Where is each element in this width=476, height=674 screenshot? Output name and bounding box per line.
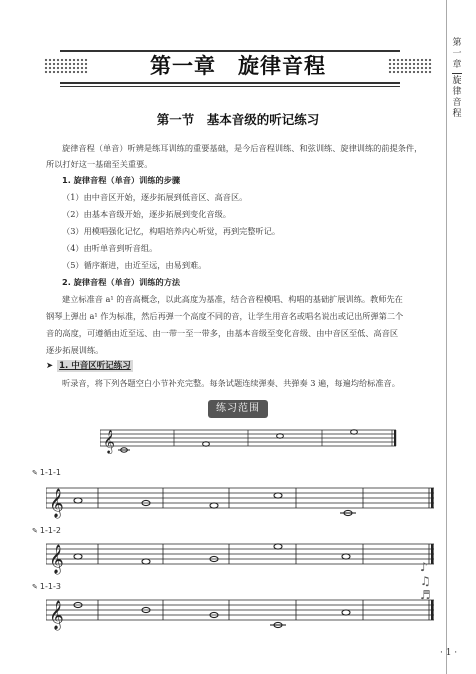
range-staff <box>100 424 400 458</box>
exercise-label-2: ✎ 1-1-2 <box>32 526 61 535</box>
chapter-rule-bottom <box>60 82 400 84</box>
intro-line-2: 所以打好这一基础至关重要。 <box>46 159 153 169</box>
music-notes-decoration: ♪ ♫ ♬ <box>420 560 431 602</box>
pencil-icon: ✎ <box>32 583 38 591</box>
treble-clef-icon: 𝄞 <box>49 544 64 573</box>
arrow-right-icon: ➤ <box>46 361 54 371</box>
page-number: · 1 · <box>440 648 458 658</box>
step-item-4: （4）由听单音到听音组。 <box>62 243 158 253</box>
methods-line-4: 逐步拓展训练。 <box>46 345 104 355</box>
side-chapter-tab: 第 一 章 旋 律 音 程 <box>452 38 462 119</box>
exercise-subhead-text: 1. 中音区听记练习 <box>59 361 131 371</box>
exercise-instruction: 听录音，将下列各题空白小节补充完整。每条试题连续弹奏、共弹奏 3 遍，每遍均给标准音。 <box>62 378 400 388</box>
exercise-staff-1 <box>46 480 436 520</box>
exercise-label-1: ✎ 1-1-1 <box>32 468 61 477</box>
section-title: 第一节 基本音级的听记练习 <box>156 112 320 127</box>
exercise-label-3: ✎ 1-1-3 <box>32 582 61 591</box>
steps-heading: 1. 旋律音程（单音）训练的步骤 <box>62 175 181 185</box>
intro-line-1: 旋律音程（单音）听辨是练耳训练的重要基础，是今后音程训练、和弦训练、旋律训练的前提条件， <box>62 143 423 153</box>
exercise-staff-3 <box>46 592 436 638</box>
exercise-subhead <box>46 359 133 371</box>
treble-clef-icon: 𝄞 <box>49 488 64 517</box>
methods-line-3: 音的高度，可遵循由近至远、由一带一至一带多，由基本音级至变化音级、由中音区至低、高音区 <box>46 328 399 338</box>
pencil-icon: ✎ <box>32 469 38 477</box>
range-badge: 练习范围 <box>208 400 268 418</box>
treble-clef-icon: 𝄞 <box>49 600 64 629</box>
methods-heading: 2. 旋律音程（单音）训练的方法 <box>62 277 181 287</box>
exercise-staff-2 <box>46 536 436 576</box>
pencil-icon: ✎ <box>32 527 38 535</box>
step-item-3: （3）用模唱强化记忆，构唱培养内心听觉，再到完整听记。 <box>62 226 281 236</box>
step-item-1: （1）由中音区开始，逐步拓展到低音区、高音区。 <box>62 192 248 202</box>
methods-line-1: 建立标准音 a¹ 的音高概念，以此高度为基准，结合音程模唱、构唱的基础扩展训练。教师先在 <box>62 294 403 304</box>
methods-line-2: 钢琴上弹出 a¹ 作为标准，然后再弹一个高度不同的音，让学生用音名或唱名说出或记出所弹第二个 <box>46 311 404 321</box>
step-item-5: （5）循序渐进，由近至远，由易到难。 <box>62 260 207 270</box>
treble-clef-icon: 𝄞 <box>103 429 115 453</box>
chapter-title: 第一章 旋律音程 <box>150 54 326 78</box>
step-item-2: （2）由基本音级开始，逐步拓展到变化音级。 <box>62 209 231 219</box>
side-margin-rule <box>446 0 447 674</box>
chapter-rule-bottom-thin <box>60 86 400 87</box>
